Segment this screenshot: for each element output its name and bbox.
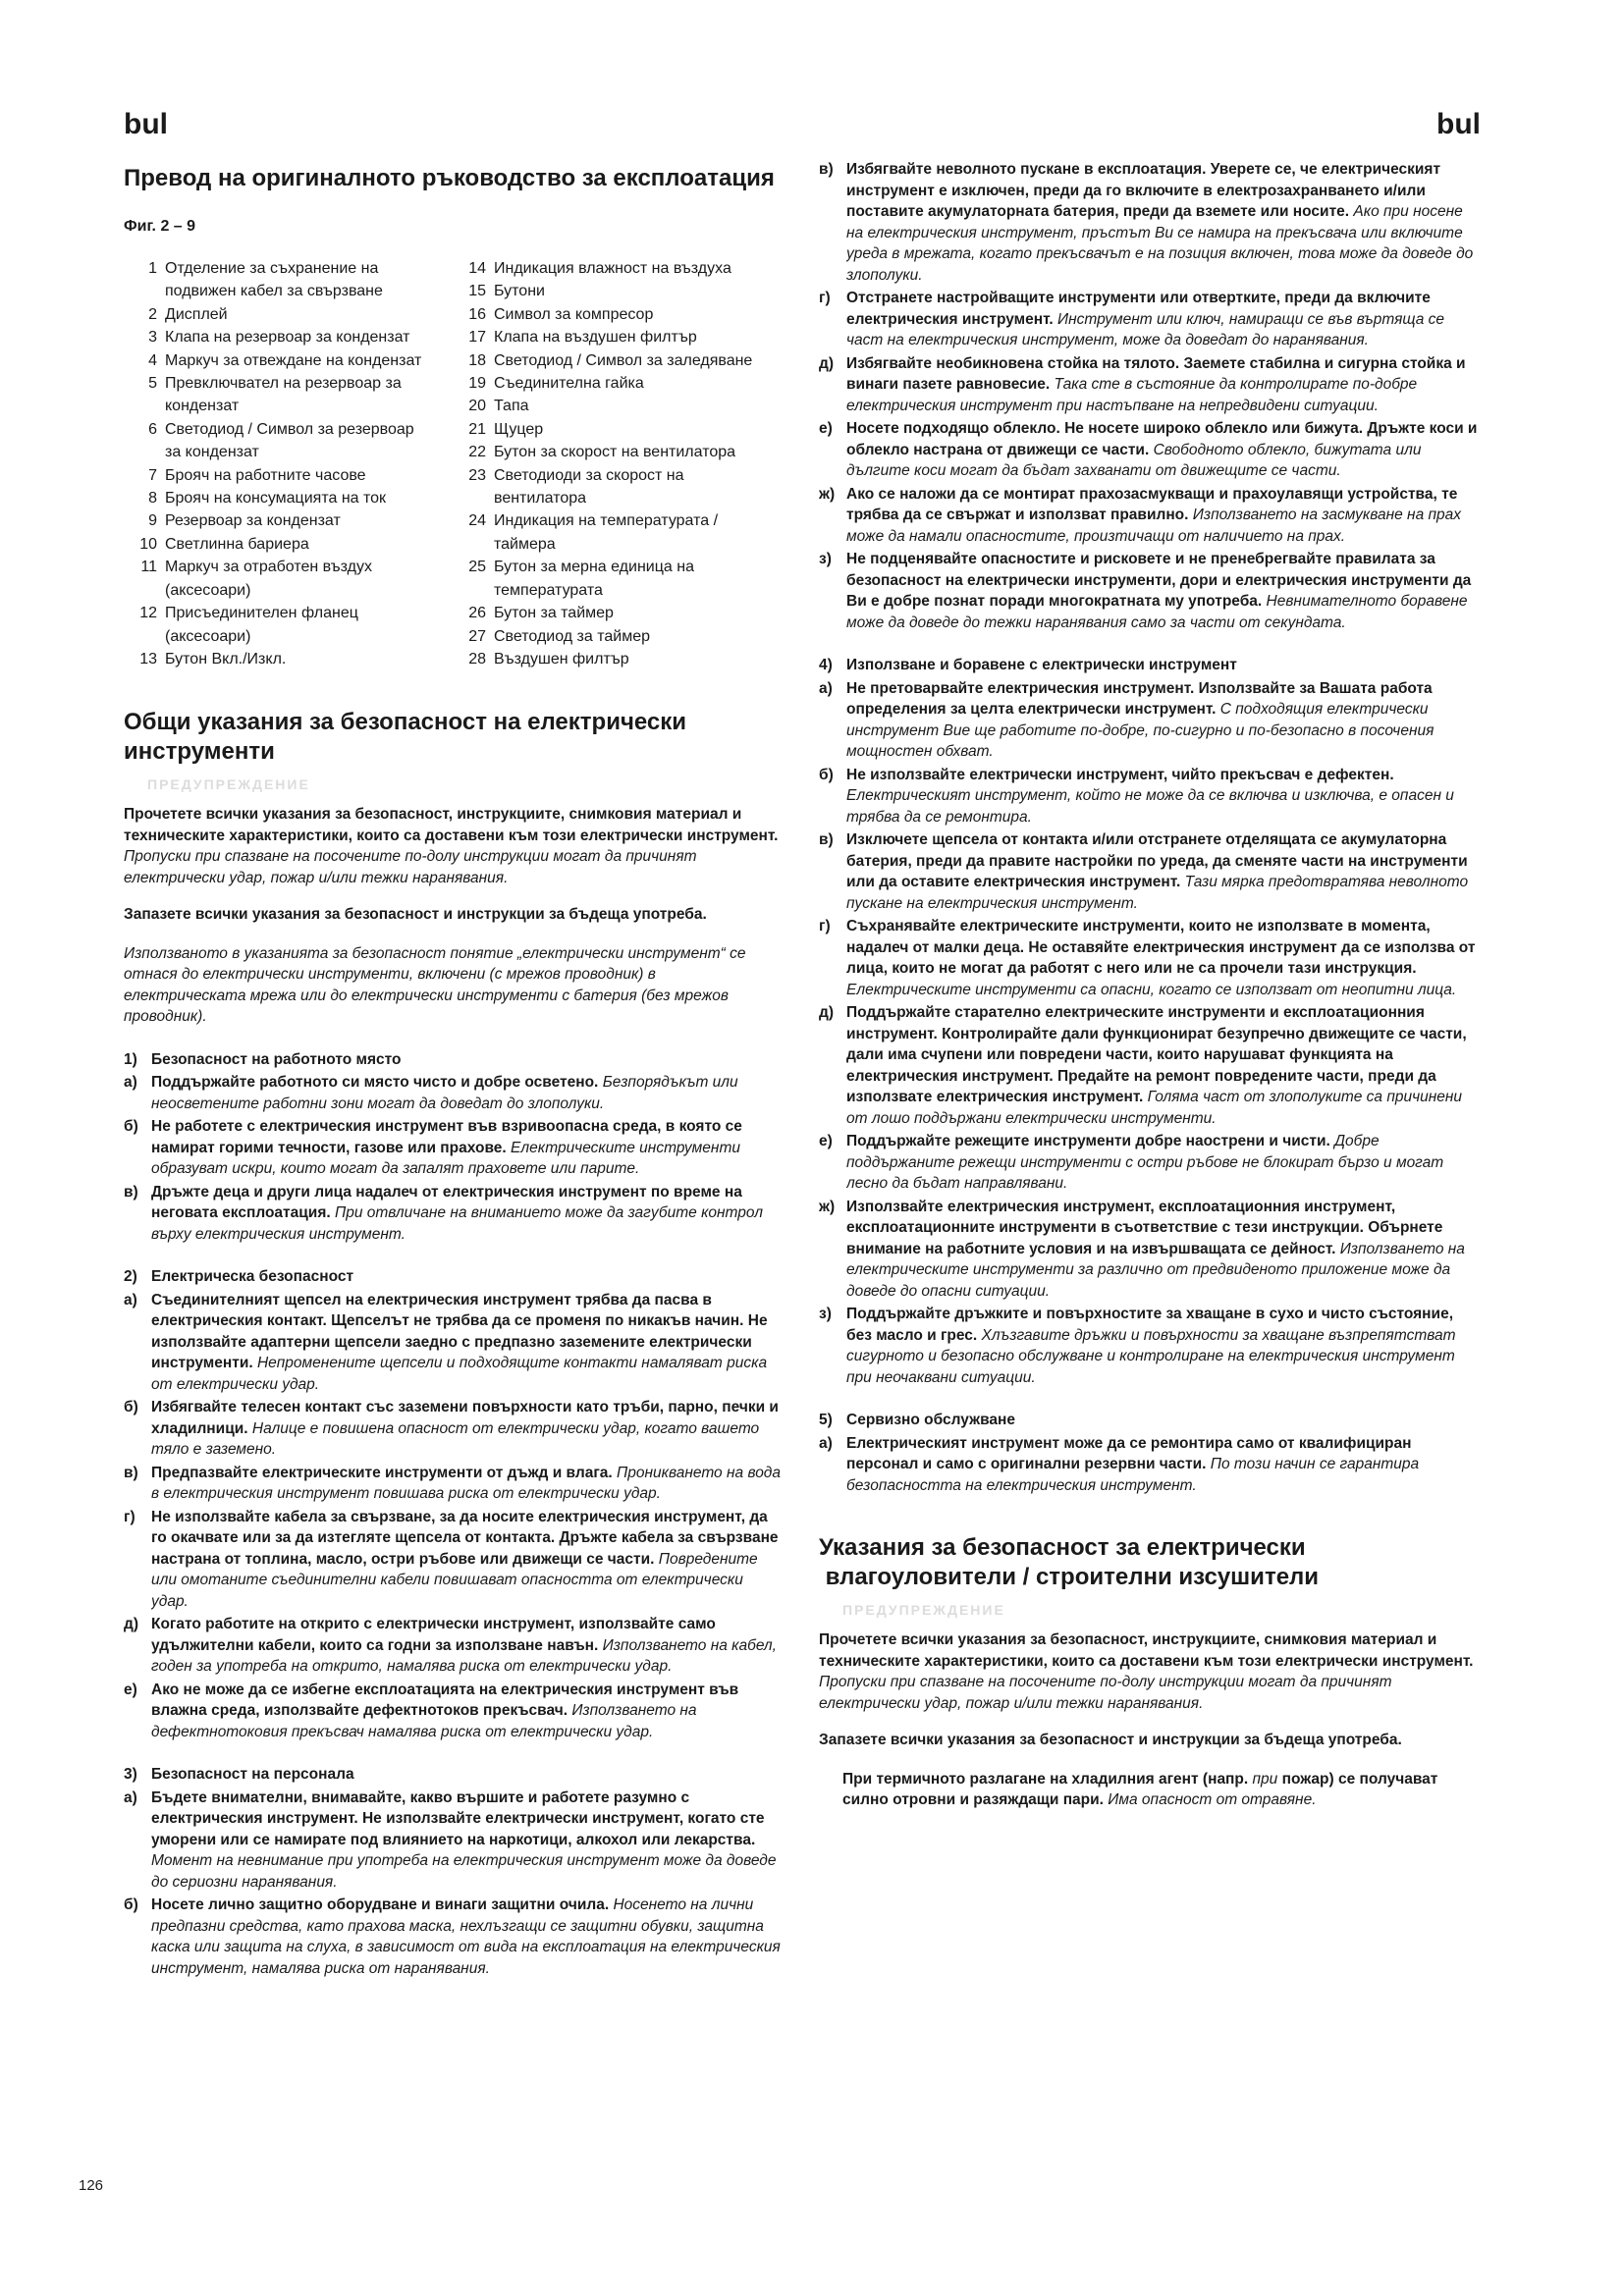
intro-italic: Пропуски при спазване на посочените по-долу инструкции могат да причинят електрически удар, пожар и/или тежки наранявания.: [124, 848, 697, 886]
item-letter: б): [124, 1118, 138, 1136]
parts-list-item: [453, 602, 782, 624]
item-instruction: Ако не може да се избегне експлоатацията на електрическия инструмент във влажна среда, използвайте дефектнотоков прекъсвач.: [151, 1681, 739, 1720]
parts-list-item: [453, 395, 782, 417]
part-label: Клапа на резервоар за кондензат: [165, 329, 410, 347]
item-instruction: Носете лично защитно оборудване и винаги защитни очила.: [151, 1896, 610, 1914]
part-number: 12: [139, 605, 157, 622]
safety-item: [819, 1197, 1483, 1303]
part-number: 5: [148, 375, 157, 393]
part-number: 7: [148, 466, 157, 484]
parts-list-item: [453, 648, 782, 670]
safety-item: [819, 829, 1483, 914]
parts-list-item: [453, 257, 782, 280]
part-label: Въздушен филтър: [494, 650, 629, 667]
item-text: [151, 1397, 782, 1461]
parts-list-item: [453, 303, 782, 326]
safety-item: [819, 418, 1483, 482]
item-explanation: Свободното облекло, бижутата или дългите коси могат да бъдат захванати от движещите се части.: [846, 441, 1422, 479]
parts-list-item: [124, 648, 453, 670]
parts-list-item: [124, 349, 453, 372]
item-explanation: Ако при носене на електрическия инструмент, пръстът Ви се намира на прекъсвача или включите уреда в мрежата, когато прекъсвачът е на позиция включен, това може да доведе до злополуки.: [846, 203, 1474, 284]
part-label: Резервоар за кондензат: [165, 512, 341, 530]
part-number: 23: [468, 466, 486, 484]
item-explanation: Електрическият инструмент, който не може да се включва и изключва, е опасен и трябва да се ремонтира.: [846, 787, 1454, 826]
part-label: Съединителна гайка: [494, 375, 644, 393]
safety-items-continued: [819, 159, 1483, 633]
part-number: 28: [468, 650, 486, 667]
item-letter: в): [124, 1464, 138, 1481]
part-number: 22: [468, 444, 486, 461]
safety-sections-right: [819, 655, 1483, 1496]
item-letter: а): [124, 1291, 137, 1308]
item-letter: ж): [819, 485, 836, 503]
section-heading: [819, 655, 1483, 676]
item-explanation: Безпорядъкът или неосветените работни зони могат да доведат до злополуки.: [151, 1074, 738, 1112]
item-explanation: Непроменените щепсели и подходящите контакти намаляват риска от електрически удар.: [151, 1355, 768, 1393]
item-letter: г): [819, 918, 831, 934]
save-instructions-right: Запазете всички указания за безопасност и инструкции за бъдеща употреба.: [819, 1732, 1402, 1748]
item-explanation: Инструмент или ключ, намиращи се във въртяща се част на електрическия инструмент, може да доведат до наранявания.: [846, 310, 1445, 348]
section-heading: [124, 1049, 782, 1071]
item-explanation: С подходящия електрически инструмент Вие ще работите по-добре, по-сигурно и по-безопасно в посочения мощностен обхват.: [846, 701, 1435, 760]
item-letter: а): [819, 1434, 833, 1452]
part-number: 2: [148, 305, 157, 323]
parts-list-item: [124, 464, 453, 487]
part-number: 25: [468, 559, 486, 576]
safety-item: [819, 484, 1483, 548]
parts-list-item: [124, 418, 453, 464]
item-letter: ж): [819, 1198, 836, 1215]
safety-item: [124, 1614, 782, 1678]
part-label: Бутон Вкл./Изкл.: [165, 650, 287, 667]
general-safety-heading: Общи указания за безопасност на електрически инструменти: [124, 709, 687, 766]
part-label: Клапа на въздушен филтър: [494, 329, 697, 347]
safety-item: [819, 1433, 1483, 1497]
parts-list-item: [453, 372, 782, 395]
item-instruction: Поддържайте работното си място чисто и добре осветено.: [151, 1074, 599, 1092]
item-instruction: Поддържайте старателно електрическите инструменти и експлоатационния инструмент. Контролирайте дали функционират безупречно движещите се части, дали има счупени или повредени части, които нарушават функцията на електрическия инструмент. Предайте на ремонт повредените части, преди да използвате електрическия инструмент.: [846, 1004, 1467, 1105]
safety-item: [124, 1116, 782, 1180]
safety-item: [819, 159, 1483, 286]
item-text: [846, 1433, 1483, 1497]
item-explanation: Повредените или омотаните съединителни кабели повишават опасността от електрически удар.: [151, 1550, 758, 1610]
item-instruction: Дръжте деца и други лица надалеч от електрическия инструмент по време на неговата експлоатация.: [151, 1183, 742, 1222]
item-explanation: Момент на невнимание при употреба на електрическия инструмент може да доведе до сериозни наранявания.: [151, 1852, 777, 1891]
parts-list-item: [453, 556, 782, 602]
item-instruction: Избягвайте неволното пускане в експлоатация. Уверете се, че електрическият инструмент е изключен, преди да го включите в електрозахранването и/или поставите акумулаторната батерия, преди да вземете или носите.: [846, 161, 1441, 220]
dehumidifier-safety-heading: Указания за безопасност за електрически влагоуловители / строителни изсушители: [819, 1534, 1320, 1590]
parts-list-item: [453, 464, 782, 510]
safety-item: [124, 1680, 782, 1743]
item-letter: г): [819, 290, 831, 306]
safety-item: [819, 1131, 1483, 1195]
item-letter: б): [124, 1896, 138, 1914]
item-text: [151, 1290, 782, 1396]
item-text: [846, 1002, 1483, 1129]
item-letter: з): [819, 1306, 832, 1322]
item-instruction: Избягвайте необикновена стойка на тялото. Заемете стабилна и сигурна стойка и винаги пазете равновесие.: [846, 354, 1466, 393]
item-letter: з): [819, 551, 832, 567]
section-heading: [124, 1266, 782, 1288]
item-instruction: Не претоварвайте електрическия инструмент. Използвайте за Вашата работа определения за целта електрически инструмент.: [846, 679, 1433, 718]
part-number: 4: [148, 351, 157, 369]
item-explanation: Невнимателното боравене може да доведе до тежки наранявания само за части от секундата.: [846, 593, 1468, 631]
item-text: [846, 829, 1483, 914]
item-letter: в): [819, 831, 834, 848]
safety-item: [124, 1463, 782, 1505]
item-instruction: Предпазвайте електрическите инструменти от дъжд и влага.: [151, 1464, 613, 1481]
part-label: Светодиод / Символ за заледяване: [494, 351, 753, 369]
item-instruction: Отстранете настройващите инструменти или отвертките, преди да включите електрическия инструмент.: [846, 290, 1431, 328]
document-title: Превод на оригиналното ръководство за експлоатация: [124, 165, 775, 191]
item-explanation: При отвличане на вниманието може да загубите контрол върху електрическия инструмент.: [151, 1204, 763, 1243]
part-label: Бутон за мерна единица на температурата: [494, 559, 694, 599]
part-label: Бутони: [494, 283, 545, 300]
part-label: Маркуч за отработен въздух (аксесоари): [165, 559, 372, 599]
item-text: [151, 1614, 782, 1678]
part-label: Светодиод / Символ за резервоар за кондензат: [165, 420, 414, 461]
item-instruction: Не работете с електрическия инструмент във взривоопасна среда, в която се намират горими течности, газове или прахове.: [151, 1118, 742, 1156]
item-text: [151, 1463, 782, 1505]
section-heading: [819, 1410, 1483, 1431]
parts-list: [124, 257, 782, 670]
parts-list-item: [124, 326, 453, 348]
intro-bold: Прочетете всички указания за безопасност, инструкциите, снимковия материал и техническите характеристики, които са доставени към този електрически инструмент.: [124, 806, 779, 844]
item-instruction: Поддържайте режещите инструменти добре наострени и чисти.: [846, 1133, 1330, 1149]
part-label: Брояч на работните часове: [165, 466, 366, 484]
item-explanation: Добре поддържаните режещи инструменти с остри ръбове не блокират бързо и могат лесно да бъдат направлявани.: [846, 1133, 1444, 1192]
item-text: [846, 916, 1483, 1000]
figure-reference: Фиг. 2 – 9: [124, 218, 196, 235]
section-title: Електрическа безопасност: [151, 1268, 354, 1286]
parts-list-item: [124, 257, 453, 303]
parts-list-item: [124, 533, 453, 556]
item-explanation: Носенето на лични предпазни средства, като прахова маска, нехлъзгащи се защитни обувки, защитна каска или защита на слуха, в зависимост от вида на експлоатация на електрическия инструмент, намалява риска от наранявания.: [151, 1896, 781, 1977]
parts-list-item: [453, 509, 782, 556]
part-label: Светлинна бариера: [165, 535, 309, 553]
part-number: 17: [468, 329, 486, 347]
item-explanation: Тази мярка предотвратява неволното пускане на електрическия инструмент.: [846, 874, 1469, 912]
item-explanation: Голяма част от злополуките са причинени от лошо поддържани електрически инструменти.: [846, 1089, 1463, 1127]
item-text: [846, 549, 1483, 633]
safety-item: [819, 765, 1483, 828]
part-number: 11: [140, 559, 157, 576]
parts-list-item: [453, 418, 782, 441]
part-number: 27: [468, 627, 486, 645]
safety-item: [819, 288, 1483, 351]
intro-bold-right: Прочетете всички указания за безопасност, инструкциите, снимковия материал и техническите характеристики, които са доставени към този електрически инструмент.: [819, 1631, 1474, 1670]
safety-item: [124, 1397, 782, 1461]
item-letter: в): [124, 1183, 138, 1201]
item-instruction: Поддържайте дръжките и повърхностите за хващане в сухо и чисто състояние, без масло и грес.: [846, 1306, 1453, 1344]
part-label: Светодиоди за скорост на вентилатора: [494, 466, 684, 507]
item-text: [846, 1197, 1483, 1303]
item-letter: а): [819, 679, 833, 697]
part-label: Символ за компресор: [494, 305, 654, 323]
part-label: Тапа: [494, 398, 529, 415]
parts-list-item: [124, 487, 453, 509]
item-letter: а): [124, 1789, 137, 1806]
intro-paragraph: [124, 804, 782, 888]
refrigerant-warning-bold-2: пожар) се получават силно отровни и разяждащи пари.: [842, 1770, 1438, 1808]
item-text: [846, 765, 1483, 828]
part-label: Отделение за съхранение на подвижен кабел за свързване: [165, 260, 383, 300]
item-instruction: Ако се наложи да се монтират прахозасмукващи и прахоулавящи устройства, те трябва да се свържат и използват правилно.: [846, 485, 1458, 523]
parts-list-column-right: [453, 257, 782, 670]
item-explanation: Използването на дефектнотоковия прекъсвач намалява риска от електрически удар.: [151, 1702, 697, 1740]
part-number: 8: [148, 490, 157, 507]
part-number: 3: [148, 329, 157, 347]
item-instruction: Електрическият инструмент може да се ремонтира само от квалифициран персонал и само с оригинални резервни части.: [846, 1434, 1412, 1472]
part-number: 14: [468, 260, 486, 277]
item-explanation: Хлъзгавите дръжки и повърхности за хващане възпрепятстват сигурното и безопасно обслужване и контролиране на електрическия инструмент при неочаквани ситуации.: [846, 1326, 1456, 1386]
part-label: Превключвател на резервоар за кондензат: [165, 375, 402, 415]
item-explanation: Така сте в състояние да контролирате по-добре електрическия инструмент при настъпване на непредвидени ситуации.: [846, 376, 1418, 414]
section-title: Сервизно обслужване: [846, 1412, 1016, 1428]
safety-item: [819, 353, 1483, 417]
item-explanation: Използването на електрическите инструменти за различно от предвиденото приложение може да доведе до опасни ситуации.: [846, 1240, 1465, 1300]
item-letter: д): [819, 354, 835, 372]
item-text: [846, 288, 1483, 351]
part-label: Брояч на консумацията на ток: [165, 490, 387, 507]
intro-italic-right: Пропуски при спазване на посочените по-долу инструкции могат да причинят електрически удар, пожар и/или тежки наранявания.: [819, 1674, 1392, 1712]
safety-item: [124, 1290, 782, 1396]
item-text: [151, 1182, 782, 1246]
section-title: Безопасност на персонала: [151, 1766, 354, 1784]
part-label: Бутон за таймер: [494, 605, 614, 622]
item-instruction: Изключете щепсела от контакта и/или отстранете отделящата се акумулаторна батерия, преди да правите настройки по уреда, да сменяте части на инструменти или да оставите електрическия инструмент.: [846, 831, 1468, 890]
item-explanation: Електрическите инструменти са опасни, когато се използват от неопитни лица.: [846, 981, 1457, 998]
parts-list-item: [453, 280, 782, 302]
part-label: Индикация влажност на въздуха: [494, 260, 731, 277]
part-number: 6: [148, 420, 157, 438]
item-letter: д): [124, 1616, 139, 1633]
item-letter: в): [819, 161, 834, 178]
item-instruction: Използвайте електрическия инструмент, експлоатационния инструмент, експлоатационните инструменти в съответствие с тези инструкции. Обърнете внимание на работните условия и на извършващата се дейност.: [846, 1198, 1443, 1257]
refrigerant-warning-bold: При термичното разлагане на хладилния агент (напр.: [842, 1770, 1249, 1788]
item-instruction: Когато работите на открито с електрически инструмент, използвайте само удължителни кабели, които са годни за използване навън.: [151, 1616, 716, 1654]
part-number: 19: [468, 375, 486, 393]
parts-list-item: [453, 625, 782, 648]
part-label: Маркуч за отвеждане на кондензат: [165, 351, 422, 369]
part-number: 15: [468, 283, 486, 300]
item-text: [151, 1072, 782, 1114]
item-text: [151, 1895, 782, 1979]
parts-list-item: [124, 556, 453, 602]
part-number: 21: [468, 420, 486, 438]
section-number: 5): [819, 1412, 833, 1428]
safety-item: [819, 1304, 1483, 1388]
section-number: 2): [124, 1268, 137, 1286]
warning-label-right: ПРЕДУПРЕЖДЕНИЕ: [842, 1602, 1005, 1618]
language-label-right: bul: [1436, 108, 1481, 140]
safety-item: [124, 1507, 782, 1613]
left-column: [124, 159, 782, 1981]
section-heading: [124, 1764, 782, 1786]
safety-item: [819, 916, 1483, 1000]
item-explanation: Електрическите инструменти образуват искри, които могат да запалят праховете или парите.: [151, 1139, 740, 1178]
part-number: 18: [468, 351, 486, 369]
parts-list-item: [124, 303, 453, 326]
parts-list-item: [124, 602, 453, 648]
section-number: 1): [124, 1050, 137, 1068]
part-number: 16: [468, 305, 486, 323]
section-title: Безопасност на работното място: [151, 1050, 402, 1068]
part-label: Индикация на температурата / таймера: [494, 512, 719, 553]
safety-sections-left: [124, 1049, 782, 1980]
safety-item: [819, 678, 1483, 763]
refrigerant-warning-italic: Има опасност от отравяне.: [1108, 1791, 1317, 1808]
safety-item: [124, 1182, 782, 1246]
part-number: 9: [148, 512, 157, 530]
safety-item: [124, 1072, 782, 1114]
item-explanation: По този начин се гарантира безопасността на електрическия инструмент.: [846, 1456, 1420, 1494]
part-number: 13: [139, 650, 157, 667]
parts-list-item: [453, 326, 782, 348]
item-instruction: Не подценявайте опасностите и рисковете и не пренебрегвайте правилата за безопасност на електрически инструменти, дори и електрическия инструменти да Ви е добре познат поради многократната му употреба.: [846, 551, 1472, 610]
item-text: [846, 1304, 1483, 1388]
save-instructions: Запазете всички указания за безопасност и инструкции за бъдеща употреба.: [124, 906, 707, 924]
item-instruction: Съхранявайте електрическите инструменти, които не използвате в момента, надалеч от малки деца. Не оставяйте електрическия инструмент да се използва от лица, които не могат да работят с него или не са прочели тази инструкция.: [846, 918, 1476, 977]
item-explanation: Използването на кабел, годен за употреба на открито, намалява риска от електрически удар.: [151, 1636, 777, 1676]
item-letter: б): [124, 1399, 138, 1416]
item-instruction: Избягвайте телесен контакт със заземени повърхности като тръби, парно, печки и хладилници.: [151, 1399, 779, 1437]
item-text: [151, 1788, 782, 1894]
item-letter: е): [819, 1133, 833, 1149]
item-text: [846, 353, 1483, 417]
item-text: [846, 678, 1483, 763]
part-label: Светодиод за таймер: [494, 627, 650, 645]
safety-item: [124, 1788, 782, 1894]
right-column: [819, 159, 1483, 1827]
part-label: Дисплей: [165, 305, 228, 323]
parts-list-item: [124, 509, 453, 532]
item-letter: д): [819, 1004, 835, 1021]
parts-list-item: [453, 441, 782, 463]
parts-list-item: [453, 349, 782, 372]
section-title: Използване и боравене с електрически инструмент: [846, 657, 1237, 673]
parts-list-column-left: [124, 257, 453, 670]
section-number: 3): [124, 1766, 137, 1784]
item-text: [151, 1507, 782, 1613]
item-text: [846, 159, 1483, 286]
part-number: 1: [148, 260, 157, 277]
part-number: 20: [468, 398, 486, 415]
item-letter: е): [124, 1681, 137, 1698]
safety-item: [819, 1002, 1483, 1129]
section-number: 4): [819, 657, 833, 673]
language-label-left: bul: [124, 108, 168, 140]
parts-list-item: [124, 372, 453, 418]
warning-label: ПРЕДУПРЕЖДЕНИЕ: [147, 776, 310, 793]
part-label: Присъединителен фланец (аксесоари): [165, 605, 358, 645]
item-instruction: Не използвайте кабела за свързване, за да носите електрическия инструмент, да го окачвате или за да изтегляте щепсела от контакта. Дръжте кабела за свързване настрана от топлина, масло, остри ръбове или движещи се части.: [151, 1508, 779, 1568]
item-letter: б): [819, 766, 834, 783]
safety-item: [124, 1895, 782, 1979]
item-instruction: Съединителният щепсел на електрическия инструмент трябва да пасва в електрическия контакт. Щепселът не трябва да се променя по никакъв начин. Не използвайте адаптерни щепсели заедно с предпазно заземените електрически инструменти.: [151, 1291, 768, 1372]
part-number: 26: [468, 605, 486, 622]
item-letter: г): [124, 1508, 135, 1525]
item-instruction: Не използвайте електрически инструмент, чийто прекъсвач е дефектен.: [846, 766, 1394, 783]
item-explanation: Използването на засмукване на прах може да намали опасностите, произтичащи от наличието на прах.: [846, 507, 1462, 545]
page-number: 126: [79, 2177, 104, 2194]
item-text: [846, 418, 1483, 482]
item-explanation: Проникването на вода в електрическия инструмент повишава риска от електрически удар.: [151, 1464, 781, 1503]
item-text: [846, 1131, 1483, 1195]
item-explanation: Налице е повишена опасност от електрически удар, когато вашето тяло е заземено.: [151, 1419, 760, 1459]
item-instruction: Бъдете внимателни, внимавайте, какво вършите и работете разумно с електрическия инструмент. Не използвайте електрически инструмент, когато сте уморени или се намирате под влиянието на наркотици, алкохол или лекарства.: [151, 1789, 765, 1848]
part-label: Бутон за скорост на вентилатора: [494, 444, 736, 461]
part-label: Щуцер: [494, 420, 544, 438]
refrigerant-warning: [819, 1769, 1483, 1811]
term-note: Използваното в указанията за безопасност понятие „електрически инструмент“ се отнася до електрически инструменти, включени (с мрежов проводник) в електрическата мрежа или до електрически инструменти с батерия (без мрежов проводник).: [124, 944, 746, 1026]
part-number: 10: [139, 535, 157, 553]
item-letter: а): [124, 1074, 137, 1092]
safety-item: [819, 549, 1483, 633]
intro-paragraph-right: [819, 1629, 1483, 1714]
item-text: [151, 1680, 782, 1743]
part-number: 24: [468, 512, 486, 530]
item-letter: е): [819, 420, 833, 437]
item-text: [151, 1116, 782, 1180]
item-instruction: Носете подходящо облекло. Не носете широко облекло или бижута. Дръжте коси и облекло настрана от движещи се части.: [846, 420, 1478, 458]
item-text: [846, 484, 1483, 548]
refrigerant-warning-mid: при: [1252, 1770, 1278, 1788]
